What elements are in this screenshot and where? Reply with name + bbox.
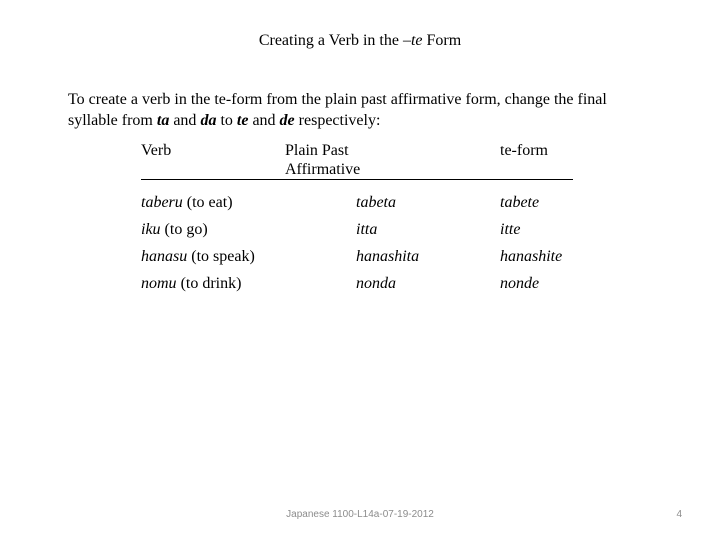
table-row xyxy=(141,274,573,301)
page-number: 4 xyxy=(676,509,682,520)
syllable-da: da xyxy=(200,112,217,129)
verb-romaji: iku xyxy=(141,221,161,238)
verb-romaji: taberu xyxy=(141,194,183,211)
table-header xyxy=(141,141,573,180)
verb-meaning: (to eat) xyxy=(182,194,233,211)
header-plain-past xyxy=(285,141,360,179)
verb-meaning: (to drink) xyxy=(176,275,242,292)
table-row xyxy=(141,193,573,220)
te-form-cell: itte xyxy=(500,221,521,238)
plain-past-cell: hanashita xyxy=(356,248,420,265)
intro-end: respectively: xyxy=(294,112,381,129)
verb-meaning: (to go) xyxy=(160,221,208,238)
verb-meaning: (to speak) xyxy=(187,248,255,265)
syllable-ta: ta xyxy=(156,112,170,129)
syllable-de: de xyxy=(279,112,295,129)
table-row xyxy=(141,247,573,274)
verb-cell xyxy=(141,274,241,293)
intro-and-2: and xyxy=(248,112,280,129)
plain-past-cell: nonda xyxy=(356,275,396,292)
header-plain-past-line1: Plain Past xyxy=(285,142,349,159)
header-plain-past-line2: Affirmative xyxy=(285,161,361,178)
verb-romaji: nomu xyxy=(141,275,177,292)
intro-and-1: and xyxy=(169,112,201,129)
title-prefix: Creating a Verb in the – xyxy=(258,32,411,49)
table-row xyxy=(141,220,573,247)
verb-cell xyxy=(141,193,233,212)
intro-paragraph xyxy=(68,89,658,131)
syllable-te: te xyxy=(236,112,249,129)
plain-past-cell: itta xyxy=(356,221,378,238)
title-emphasis: te xyxy=(410,32,423,49)
plain-past-cell: tabeta xyxy=(356,194,396,211)
verb-table xyxy=(141,141,573,301)
slide-footer: Japanese 1100-L14a-07-19-2012 xyxy=(286,509,434,520)
te-form-cell: hanashite xyxy=(500,248,563,265)
title-suffix: Form xyxy=(422,32,462,49)
te-form-cell: tabete xyxy=(500,194,540,211)
slide-title xyxy=(0,31,720,51)
intro-text: To create a verb in the te-form from the plain past affirmative form, change the final syllable from xyxy=(68,91,607,129)
verb-romaji: hanasu xyxy=(141,248,188,265)
table-body xyxy=(141,193,573,301)
intro-to: to xyxy=(216,112,237,129)
header-te-form: te-form xyxy=(500,142,548,159)
header-verb: Verb xyxy=(141,142,172,159)
verb-cell xyxy=(141,247,255,266)
verb-cell xyxy=(141,220,208,239)
te-form-cell: nonde xyxy=(500,275,540,292)
